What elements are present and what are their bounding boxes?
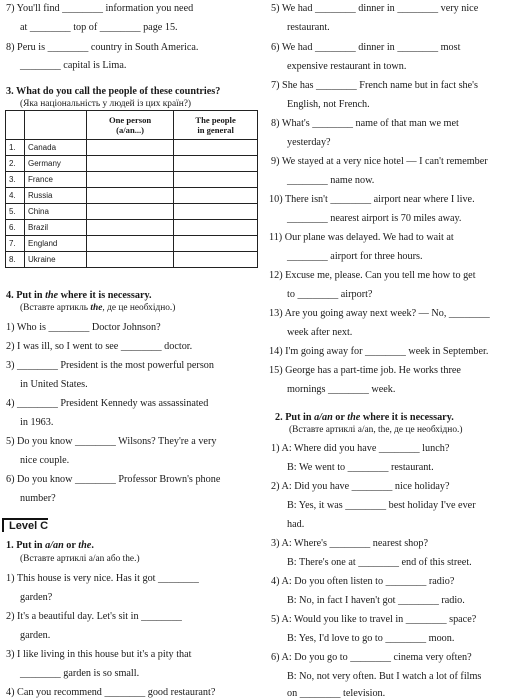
b3-item-11-cont: ________ airport for three hours. [287,251,423,262]
ex4-item-6: 6) Do you know ________ Professor Brown's phone [6,474,221,485]
nationality-table [5,110,258,268]
b3-item-10: 10) There isn't ________ airport near where I live. [269,194,475,205]
c2-item-3a: 3) A: Where's ________ nearest shop? [271,538,428,549]
b3-item-7-cont: English, not French. [287,99,370,110]
b3-item-11: 11) Our plane was delayed. We had to wait at [269,232,454,243]
b3-item-9: 9) We stayed at a very nice hotel — I can't remember [271,156,488,167]
c1-item-1-cont: garden? [20,592,53,603]
b3-item-12-cont: to ________ airport? [287,289,373,300]
c2-item-6c: on ________ television. [287,688,386,699]
b3-item-8-cont: yesterday? [287,137,331,148]
table-row: 4. Russia [6,188,258,204]
table-header-people-general: The people in general [174,111,258,140]
answer-cell[interactable] [174,172,258,188]
ex4-item-2: 2) I was ill, so I went to see ________ doctor. [6,341,193,352]
c1-item-2: 2) It's a beautiful day. Let's sit in ________ [6,611,182,622]
ex-b3-item-8: 8) Peru is ________ country in South America. [6,42,199,53]
answer-cell[interactable] [87,220,174,236]
answer-cell[interactable] [87,188,174,204]
c1-item-1: 1) This house is very nice. Has it got ________ [6,573,199,584]
table-row: 7. England [6,236,258,252]
b3-item-10-cont: ________ nearest airport is 70 miles away. [287,213,462,224]
ex4-title: 4. Put in the where it is necessary. [6,290,152,301]
ex4-item-1: 1) Who is ________ Doctor Johnson? [6,322,161,333]
answer-cell[interactable] [87,140,174,156]
c2-item-3b: B: There's one at ________ end of this street. [287,557,472,568]
b3-item-7: 7) She has ________ French name but in fact she's [271,80,478,91]
b3-item-9-cont: ________ name now. [287,175,375,186]
ex4-item-5-cont: nice couple. [20,455,70,466]
b3-item-12: 12) Excuse me, please. Can you tell me how to get [269,270,476,281]
table-header-empty [6,111,25,140]
table-header-one-person: One person (a/an...) [87,111,174,140]
answer-cell[interactable] [174,252,258,268]
b3-item-5-cont: restaurant. [287,22,330,33]
c2-subtitle: (Вставте артиклі a/an, the, де це необхідно.) [289,425,463,435]
c2-item-1b: B: We went to ________ restaurant. [287,462,434,473]
answer-cell[interactable] [174,156,258,172]
ex4-item-3: 3) ________ President is the most powerful person [6,360,214,371]
ex4-item-3-cont: in United States. [20,379,88,390]
c1-item-4: 4) Can you recommend ________ good restaurant? [6,687,216,698]
answer-cell[interactable] [174,220,258,236]
ex-b3-item-8-cont: ________ capital is Lima. [20,60,127,71]
table-row: 8. Ukraine [6,252,258,268]
c2-item-2b: B: Yes, it was ________ best holiday I've ever [287,500,476,511]
ex4-item-4: 4) ________ President Kennedy was assassinated [6,398,209,409]
c2-item-2c: had. [287,519,305,530]
c2-item-4b: B: No, in fact I haven't got ________ radio. [287,595,465,606]
c2-title: 2. Put in a/an or the where it is necessary. [275,412,454,423]
answer-cell[interactable] [174,236,258,252]
answer-cell[interactable] [87,204,174,220]
c2-item-6b: B: No, not very often. But I watch a lot of films [287,671,482,682]
c2-item-5a: 5) A: Would you like to travel in ________ space? [271,614,477,625]
b3-item-13: 13) Are you going away next week? — No, ________ [269,308,490,319]
table-row: 6. Brazil [6,220,258,236]
answer-cell[interactable] [87,172,174,188]
table-row: 2. Germany [6,156,258,172]
table-row: 3. France [6,172,258,188]
ex-b3-item-7-cont: at ________ top of ________ page 15. [20,22,178,33]
answer-cell[interactable] [174,204,258,220]
level-c-heading: Level C [2,518,48,532]
table-header-country [25,111,87,140]
ex3-subtitle: (Яка національність у людей із цих країн?) [20,99,192,109]
c1-item-2-cont: garden. [20,630,51,641]
c1-item-3: 3) I like living in this house but it's a pity that [6,649,192,660]
c1-subtitle: (Вставте артиклі a/an або the.) [20,554,140,564]
c2-item-2a: 2) A: Did you have ________ nice holiday? [271,481,450,492]
b3-item-14: 14) I'm going away for ________ week in September. [269,346,489,357]
ex3-title: 3. What do you call the people of these countries? [6,86,221,97]
b3-item-15: 15) George has a part-time job. He works three [269,365,461,376]
c2-item-5b: B: Yes, I'd love to go to ________ moon. [287,633,455,644]
table-row: 1. Canada [6,140,258,156]
answer-cell[interactable] [87,236,174,252]
answer-cell[interactable] [87,156,174,172]
c1-title: 1. Put in a/an or the. [6,540,94,551]
b3-item-5: 5) We had ________ dinner in ________ very nice [271,3,479,14]
b3-item-8: 8) What's ________ name of that man we met [271,118,459,129]
answer-cell[interactable] [174,188,258,204]
ex4-item-6-cont: number? [20,493,56,504]
ex4-item-4-cont: in 1963. [20,417,54,428]
table-row: 5. China [6,204,258,220]
c2-item-6a: 6) A: Do you go to ________ cinema very often? [271,652,472,663]
b3-item-15-cont: mornings ________ week. [287,384,396,395]
b3-item-6-cont: expensive restaurant in town. [287,61,407,72]
answer-cell[interactable] [174,140,258,156]
c1-item-3-cont: ________ garden is so small. [20,668,140,679]
ex4-item-5: 5) Do you know ________ Wilsons? They're a very [6,436,217,447]
answer-cell[interactable] [87,252,174,268]
b3-item-13-cont: week after next. [287,327,353,338]
b3-item-6: 6) We had ________ dinner in ________ most [271,42,461,53]
c2-item-1a: 1) A: Where did you have ________ lunch? [271,443,450,454]
ex4-subtitle: (Вставте артикль the, де це необхідно.) [20,303,176,313]
c2-item-4a: 4) A: Do you often listen to ________ radio? [271,576,455,587]
ex-b3-item-7: 7) You'll find ________ information you need [6,3,194,14]
